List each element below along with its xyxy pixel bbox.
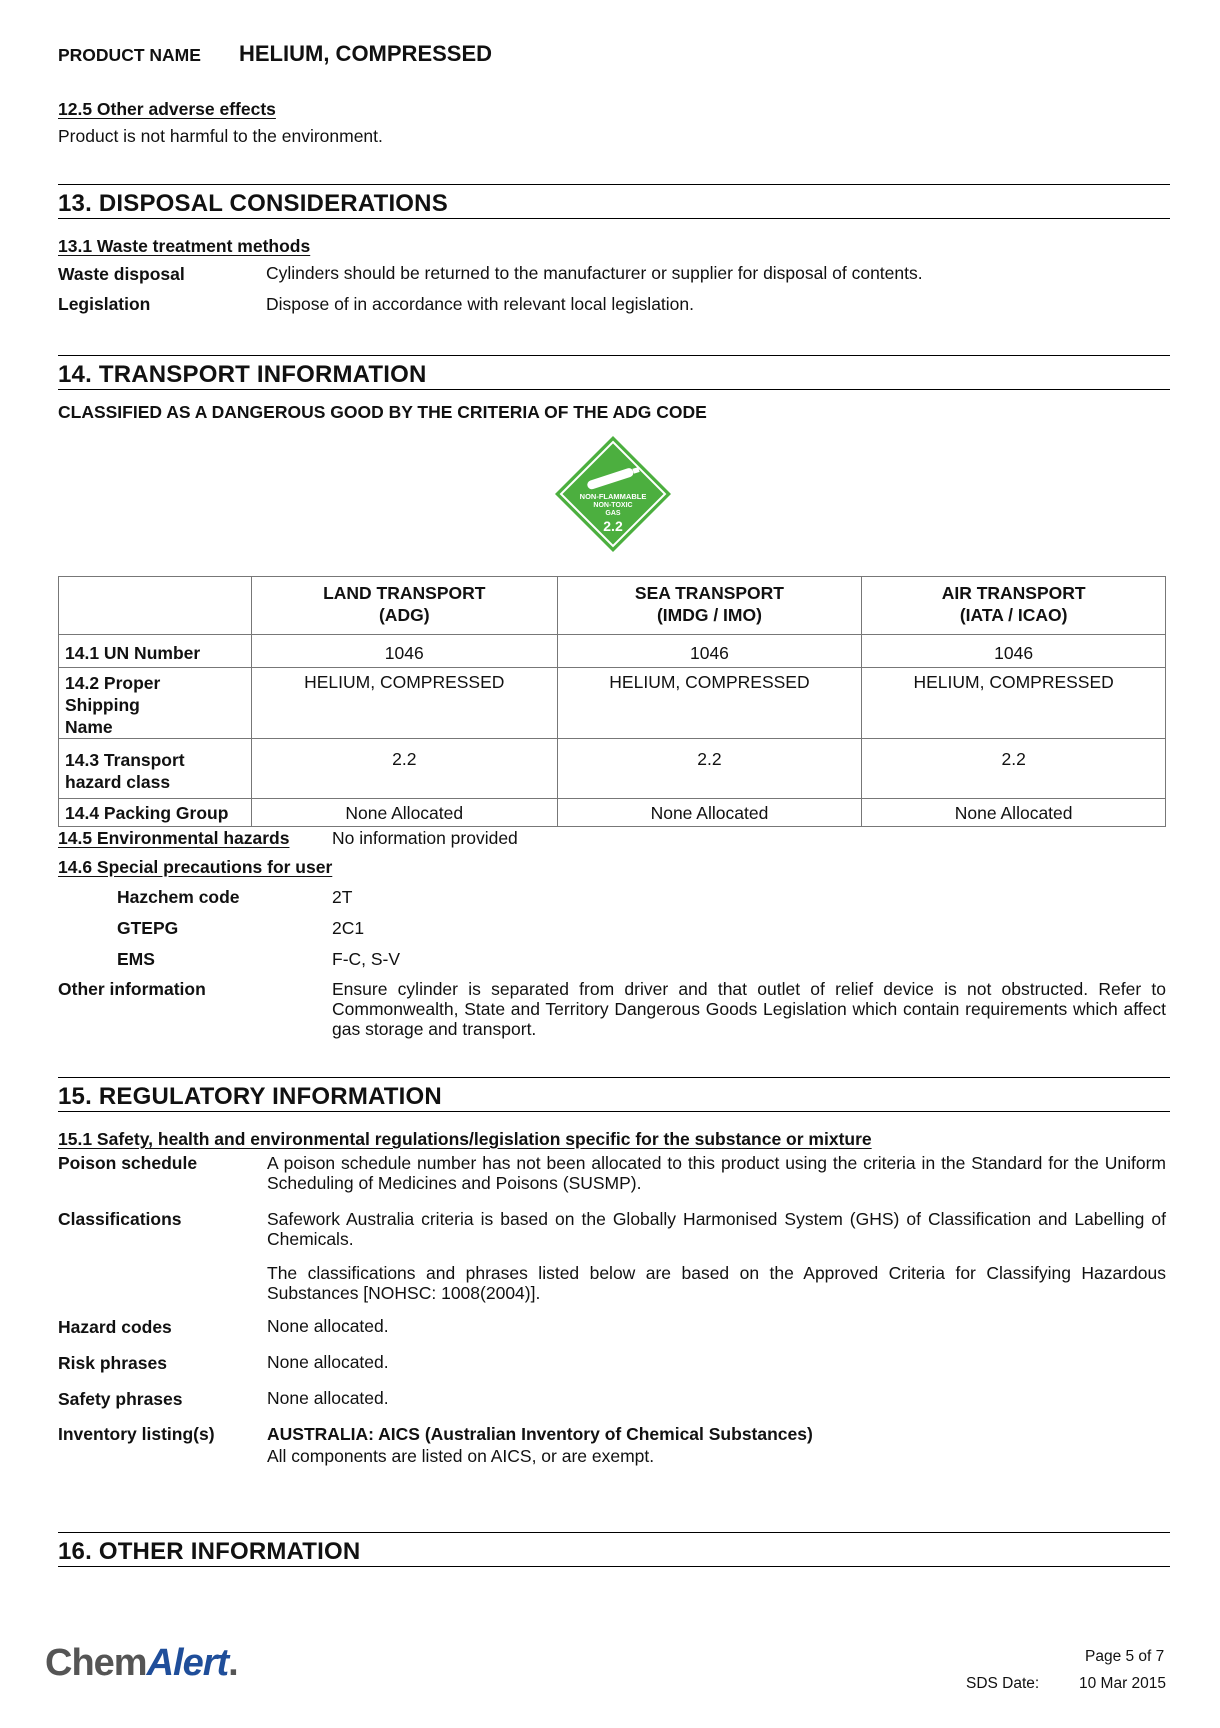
cell-name-air: HELIUM, COMPRESSED xyxy=(862,668,1166,739)
row-label-shipping-name: 14.2 Proper Shipping Name xyxy=(59,668,252,739)
cell-un-sea: 1046 xyxy=(557,635,862,668)
chemalert-logo xyxy=(45,1641,238,1685)
safety-phrases-value: None allocated. xyxy=(267,1388,389,1408)
row-label-un-number: 14.1 UN Number xyxy=(59,635,252,668)
cell-name-sea: HELIUM, COMPRESSED xyxy=(557,668,862,739)
column-land-transport xyxy=(251,577,557,635)
table-corner-cell xyxy=(59,577,252,635)
sds-date-label: SDS Date: xyxy=(966,1675,1040,1692)
other-information-value: Ensure cylinder is separated from driver and that outlet of relief device is not obstructed. Refer to Commonwealth, State and Territory Dangerous Goods Legislation which contain requirements which affect gas storage and transport. xyxy=(332,979,1166,1039)
air-col-line1: AIR TRANSPORT xyxy=(941,583,1086,603)
section-14-title: 14. TRANSPORT INFORMATION xyxy=(58,361,427,388)
hazard-codes-label: Hazard codes xyxy=(58,1317,172,1337)
transport-table xyxy=(58,576,1166,827)
hazchem-value: 2T xyxy=(332,887,353,907)
logo-dot: . xyxy=(228,1642,238,1684)
cell-class-land: 2.2 xyxy=(251,739,557,799)
cell-un-land: 1046 xyxy=(251,635,557,668)
table-row xyxy=(59,739,1166,799)
product-label: PRODUCT NAME xyxy=(58,45,201,65)
sea-col-line2: (IMDG / IMO) xyxy=(656,605,762,625)
classified-statement: CLASSIFIED AS A DANGEROUS GOOD BY THE CRITERIA OF THE ADG CODE xyxy=(58,402,707,422)
page-number: Page 5 of 7 xyxy=(1085,1648,1165,1665)
product-name: HELIUM, COMPRESSED xyxy=(239,41,493,66)
sds-date-value: 10 Mar 2015 xyxy=(1079,1675,1167,1692)
hazchem-label: Hazchem code xyxy=(117,887,240,907)
section-15-title: 15. REGULATORY INFORMATION xyxy=(58,1083,442,1110)
diamond-line1: NON-FLAMMABLE xyxy=(579,492,647,501)
table-header-row xyxy=(59,577,1166,635)
environmental-hazards-label: 14.5 Environmental hazards xyxy=(58,828,290,848)
inventory-listing-label: Inventory listing(s) xyxy=(58,1424,215,1444)
poison-schedule-label: Poison schedule xyxy=(58,1153,198,1173)
row-label-hazard-class: 14.3 Transport hazard class xyxy=(59,739,252,799)
section-13-title: 13. DISPOSAL CONSIDERATIONS xyxy=(58,190,448,217)
cell-pg-land: None Allocated xyxy=(251,799,557,827)
subsection-12-5-text: Product is not harmful to the environment. xyxy=(58,126,383,146)
land-col-line1: LAND TRANSPORT xyxy=(323,583,486,603)
class-2-2-diamond-icon xyxy=(554,435,672,553)
sea-col-line1: SEA TRANSPORT xyxy=(634,583,784,603)
subsection-15-1-title: 15.1 Safety, health and environmental regulations/legislation specific for the substance or mixture xyxy=(58,1129,872,1149)
waste-disposal-value: Cylinders should be returned to the manufacturer or supplier for disposal of contents. xyxy=(266,263,923,283)
risk-phrases-label: Risk phrases xyxy=(58,1353,167,1373)
cell-un-air: 1046 xyxy=(862,635,1166,668)
ems-label: EMS xyxy=(117,949,155,969)
cell-name-land: HELIUM, COMPRESSED xyxy=(251,668,557,739)
table-row xyxy=(59,668,1166,739)
table-row xyxy=(59,635,1166,668)
classifications-value-1: Safework Australia criteria is based on the Globally Harmonised System (GHS) of Classification and Labelling of Chemicals. xyxy=(267,1209,1166,1249)
gtepg-label: GTEPG xyxy=(117,918,179,938)
inventory-listing-value: All components are listed on AICS, or are exempt. xyxy=(267,1446,655,1466)
waste-disposal-label: Waste disposal xyxy=(58,264,185,284)
ems-value: F-C, S-V xyxy=(332,949,401,969)
section-16-title: 16. OTHER INFORMATION xyxy=(58,1538,361,1565)
classifications-value-2: The classifications and phrases listed below are based on the Approved Criteria for Classifying Hazardous Substances [NOHSC: 1008(2004)]. xyxy=(267,1263,1166,1303)
environmental-hazards-value: No information provided xyxy=(332,828,518,848)
cell-class-sea: 2.2 xyxy=(557,739,862,799)
cell-class-air: 2.2 xyxy=(862,739,1166,799)
other-information-label: Other information xyxy=(58,979,206,999)
row-label-packing-group: 14.4 Packing Group xyxy=(59,799,252,827)
safety-phrases-label: Safety phrases xyxy=(58,1389,183,1409)
diamond-svg xyxy=(554,435,672,553)
subsection-13-1-title: 13.1 Waste treatment methods xyxy=(58,236,311,256)
special-precautions-title: 14.6 Special precautions for user xyxy=(58,857,333,877)
gtepg-value: 2C1 xyxy=(332,918,365,938)
column-sea-transport xyxy=(557,577,862,635)
diamond-line2: NON-TOXIC xyxy=(593,502,633,509)
section-14-header xyxy=(58,355,1170,390)
air-col-line2: (IATA / ICAO) xyxy=(959,605,1068,625)
diamond-class: 2.2 xyxy=(603,518,623,534)
legislation-value: Dispose of in accordance with relevant local legislation. xyxy=(266,294,695,314)
subsection-12-5-title: 12.5 Other adverse effects xyxy=(58,99,276,119)
risk-phrases-value: None allocated. xyxy=(267,1352,389,1372)
logo-chem: Chem xyxy=(45,1642,147,1684)
cell-pg-sea: None Allocated xyxy=(557,799,862,827)
inventory-listing-title: AUSTRALIA: AICS (Australian Inventory of Chemical Substances) xyxy=(267,1424,813,1444)
cell-pg-air: None Allocated xyxy=(862,799,1166,827)
land-col-line2: (ADG) xyxy=(378,605,430,625)
column-air-transport xyxy=(862,577,1166,635)
legislation-label: Legislation xyxy=(58,294,151,314)
table-row xyxy=(59,799,1166,827)
hazard-codes-value: None allocated. xyxy=(267,1316,389,1336)
diamond-line3: GAS xyxy=(605,510,621,517)
section-15-header xyxy=(58,1077,1170,1112)
poison-schedule-value: A poison schedule number has not been allocated to this product using the criteria in the Standard for the Uniform Scheduling of Medicines and Poisons (SUSMP). xyxy=(267,1153,1166,1193)
logo-alert: Alert xyxy=(146,1642,229,1684)
section-13-header xyxy=(58,184,1170,219)
section-16-header xyxy=(58,1532,1170,1567)
classifications-label: Classifications xyxy=(58,1209,182,1229)
